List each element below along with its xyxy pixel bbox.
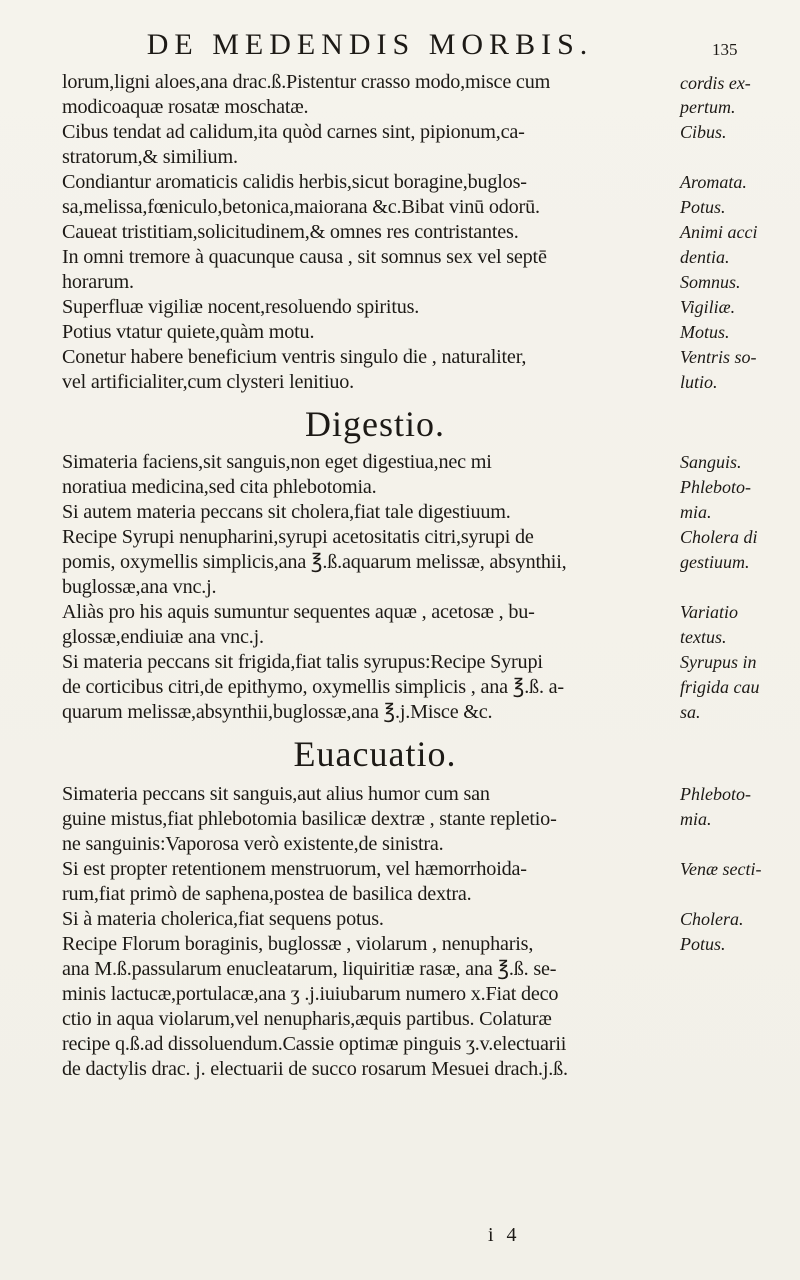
text-line: Simateria peccans sit sanguis,aut alius humor cum san bbox=[62, 783, 490, 805]
text-line: recipe q.ß.ad dissoluendum.Cassie optimæ pinguis ʒ.v.electuarii bbox=[62, 1033, 567, 1055]
margin-note: Phleboto- bbox=[680, 477, 751, 497]
margin-note: dentia. bbox=[680, 247, 730, 267]
text-line: In omni tremore à quacunque causa , sit somnus sex vel septē bbox=[62, 246, 547, 268]
margin-note: Cholera di bbox=[680, 527, 758, 547]
margin-note: Syrupus in bbox=[680, 652, 757, 672]
text-line: modicoaquæ rosatæ moschatæ. bbox=[62, 96, 309, 118]
margin-note: Cholera. bbox=[680, 909, 744, 929]
text-line: sa,melissa,fœniculo,betonica,maiorana &c.Bibat vinū odorū. bbox=[62, 196, 540, 218]
margin-note: Motus. bbox=[680, 322, 730, 342]
margin-note: Vigiliæ. bbox=[680, 297, 736, 317]
text-line: Aliàs pro his aquis sumuntur sequentes aquæ , acetosæ , bu- bbox=[62, 601, 535, 623]
margin-note: pertum. bbox=[680, 97, 736, 117]
margin-note: Phleboto- bbox=[680, 784, 751, 804]
text-line: de corticibus citri,de epithymo, oxymellis simplicis , ana ℥.ß. a- bbox=[62, 676, 564, 698]
margin-note: Aromata. bbox=[680, 172, 747, 192]
text-line: minis lactucæ,portulacæ,ana ʒ .j.iuiubarum numero x.Fiat deco bbox=[62, 983, 559, 1005]
margin-note: Variatio bbox=[680, 602, 739, 622]
text-line: Recipe Florum boraginis, buglossæ , violarum , nenupharis, bbox=[62, 933, 534, 955]
margin-note: lutio. bbox=[680, 372, 718, 392]
catchword: i 4 bbox=[488, 1224, 521, 1246]
text-line: Conetur habere beneficium ventris singulo die , naturaliter, bbox=[62, 346, 527, 368]
text-line: noratiua medicina,sed cita phlebotomia. bbox=[62, 476, 377, 498]
text-line: horarum. bbox=[62, 271, 134, 293]
margin-note: Potus. bbox=[680, 934, 726, 954]
margin-note: cordis ex- bbox=[680, 73, 751, 93]
margin-note: Ventris so- bbox=[680, 347, 757, 367]
section-heading-euacuatio: Euacuatio. bbox=[293, 734, 457, 774]
text-line: stratorum,& similium. bbox=[62, 146, 238, 168]
text-line: Caueat tristitiam,solicitudinem,& omnes res contristantes. bbox=[62, 221, 519, 243]
text-line: lorum,ligni aloes,ana drac.ß.Pistentur crasso modo,misce cum bbox=[62, 71, 551, 93]
text-line: ctio in aqua violarum,vel nenupharis,æquis partibus. Colaturæ bbox=[62, 1008, 552, 1030]
text-line: vel artificialiter,cum clysteri lenitiuo. bbox=[62, 371, 355, 393]
margin-note: mia. bbox=[680, 502, 712, 522]
text-line: glossæ,endiuiæ ana vnc.j. bbox=[62, 626, 264, 648]
text-line: quarum melissæ,absynthii,buglossæ,ana ℥.j.Misce &c. bbox=[62, 701, 493, 723]
margin-note: gestiuum. bbox=[680, 552, 750, 572]
running-title: DE MEDENDIS MORBIS. bbox=[146, 28, 594, 61]
margin-note: textus. bbox=[680, 627, 727, 647]
text-line: Simateria faciens,sit sanguis,non eget digestiua,nec mi bbox=[62, 451, 492, 473]
text-line: Recipe Syrupi nenupharini,syrupi acetositatis citri,syrupi de bbox=[62, 526, 534, 548]
text-line: rum,fiat primò de saphena,postea de basilica dextra. bbox=[62, 883, 472, 905]
margin-note: sa. bbox=[680, 702, 701, 722]
page-number: 135 bbox=[712, 40, 738, 59]
margin-note: Cibus. bbox=[680, 122, 727, 142]
text-line: Condiantur aromaticis calidis herbis,sicut boragine,buglos- bbox=[62, 171, 527, 193]
text-line: buglossæ,ana vnc.j. bbox=[62, 576, 217, 598]
margin-note: Venæ secti- bbox=[680, 859, 762, 879]
text-line: Si materia peccans sit frigida,fiat talis syrupus:Recipe Syrupi bbox=[62, 651, 543, 673]
text-line: Si autem materia peccans sit cholera,fiat tale digestiuum. bbox=[62, 501, 511, 523]
text-line: ne sanguinis:Vaporosa verò existente,de sinistra. bbox=[62, 833, 444, 855]
text-line: ana M.ß.passularum enucleatarum, liquiritiæ rasæ, ana ℥.ß. se- bbox=[62, 958, 557, 980]
text-line: Cibus tendat ad calidum,ita quòd carnes sint, pipionum,ca- bbox=[62, 121, 525, 143]
margin-note: Sanguis. bbox=[680, 452, 742, 472]
margin-note: Somnus. bbox=[680, 272, 741, 292]
margin-note: frigida cau bbox=[680, 677, 760, 697]
text-line: Si à materia cholerica,fiat sequens potus. bbox=[62, 908, 384, 930]
text-line: Potius vtatur quiete,quàm motu. bbox=[62, 321, 315, 343]
page-header bbox=[0, 28, 800, 68]
text-line: de dactylis drac. j. electuarii de succo rosarum Mesuei drach.j.ß. bbox=[62, 1058, 568, 1080]
margin-note: Potus. bbox=[680, 197, 726, 217]
text-line: guine mistus,fiat phlebotomia basilicæ dextræ , stante repletio- bbox=[62, 808, 557, 830]
section-heading-digestio: Digestio. bbox=[305, 404, 445, 444]
margin-note: Animi acci bbox=[680, 222, 758, 242]
text-line: pomis, oxymellis simplicis,ana ℥.ß.aquarum melissæ, absynthii, bbox=[62, 551, 567, 573]
margin-note: mia. bbox=[680, 809, 712, 829]
text-line: Si est propter retentionem menstruorum, vel hæmorrhoida- bbox=[62, 858, 527, 880]
text-line: Superfluæ vigiliæ nocent,resoluendo spiritus. bbox=[62, 296, 420, 318]
